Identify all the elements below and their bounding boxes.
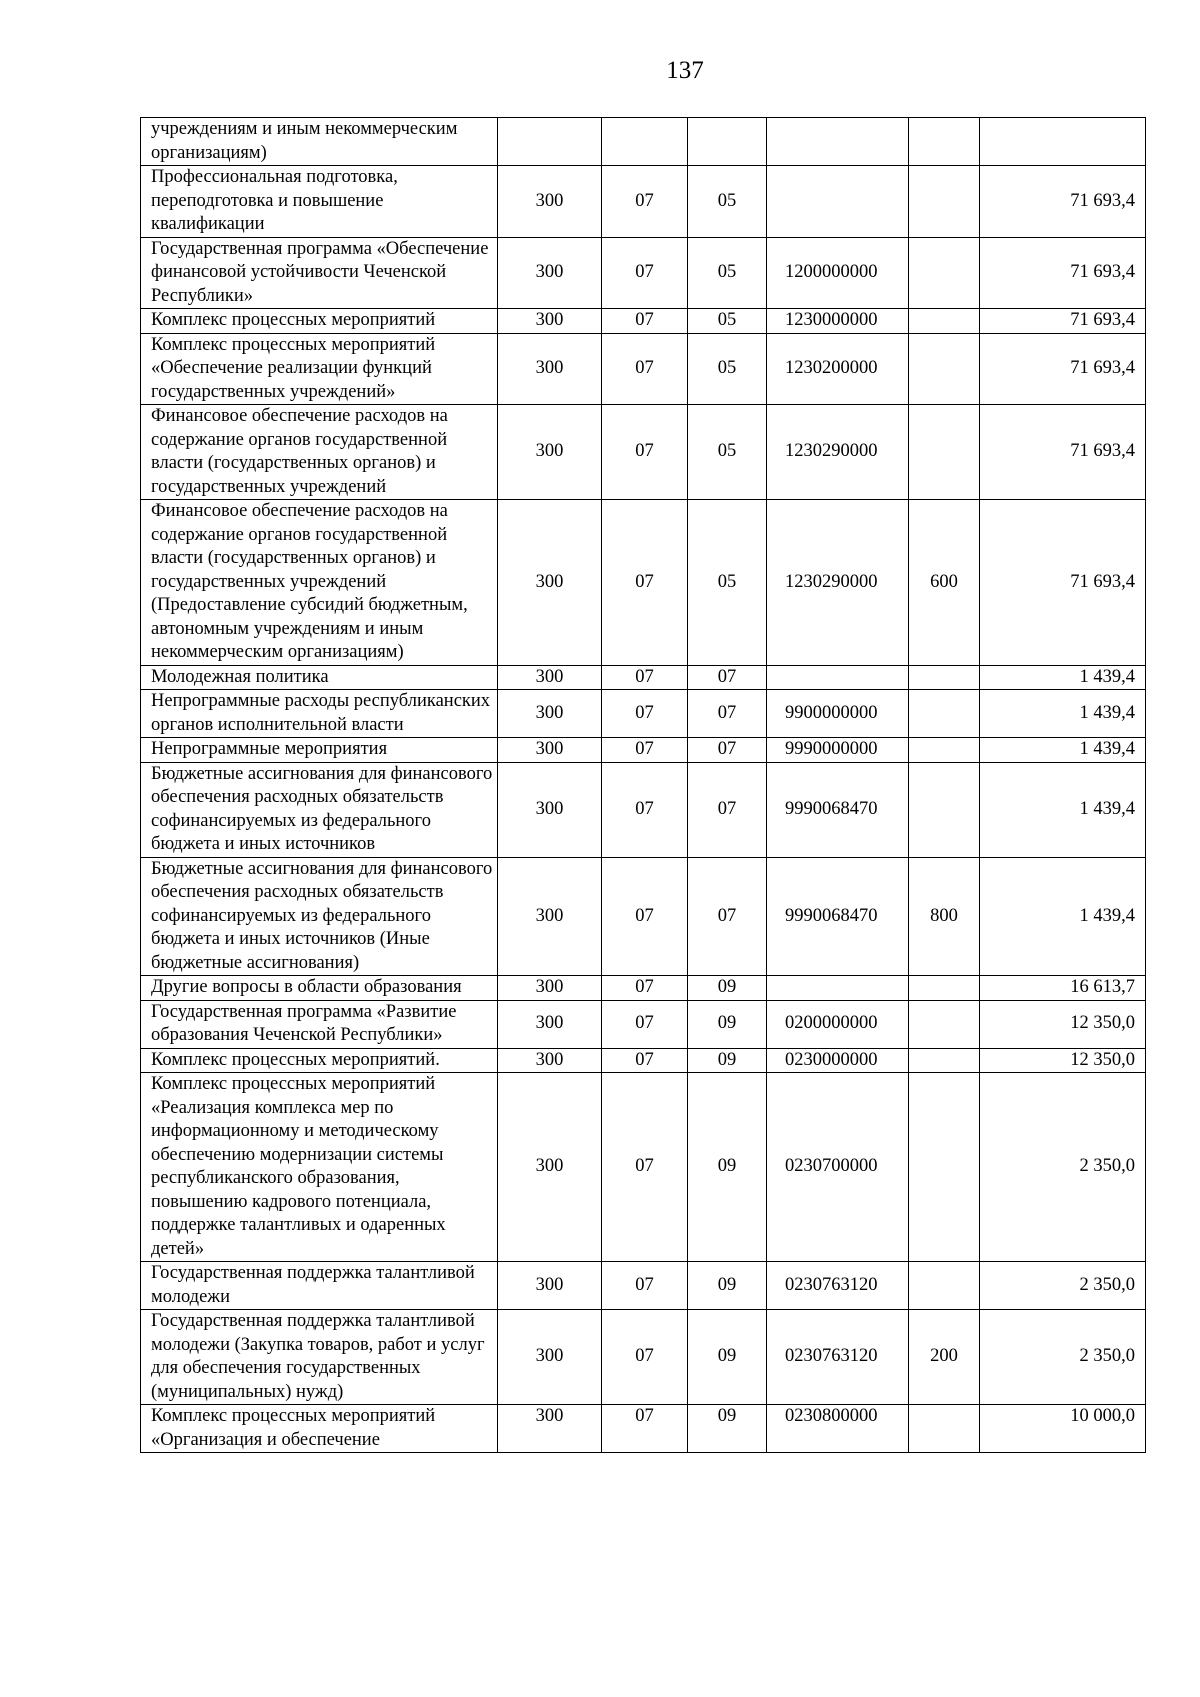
cell-csr xyxy=(767,665,909,690)
cell-sum: 12 350,0 xyxy=(980,1048,1146,1073)
cell-csr: 1230000000 xyxy=(767,309,909,334)
cell-sum: 71 693,4 xyxy=(980,405,1146,500)
table-row xyxy=(141,333,1146,405)
row-name: Государственная программа «Обеспечение финансовой устойчивости Чеченской Республики» xyxy=(141,237,498,309)
cell-sum: 16 613,7 xyxy=(980,976,1146,1001)
cell-sum: 71 693,4 xyxy=(980,500,1146,666)
table-row xyxy=(141,500,1146,666)
cell-ved: 300 xyxy=(498,237,602,309)
cell-csr xyxy=(767,118,909,166)
cell-sum xyxy=(980,118,1146,166)
cell-vr xyxy=(909,118,980,166)
cell-vr xyxy=(909,333,980,405)
cell-rz: 07 xyxy=(602,1073,688,1262)
cell-pr: 05 xyxy=(688,237,767,309)
cell-sum: 1 439,4 xyxy=(980,738,1146,763)
row-name: Комплекс процессных мероприятий «Реализация комплекса мер по информационному и методическому обеспечению модернизации системы республиканского образования, повышению кадрового потенциала, поддержке талантливых и одаренных детей» xyxy=(141,1073,498,1262)
cell-pr: 09 xyxy=(688,1310,767,1405)
cell-vr xyxy=(909,309,980,334)
cell-vr xyxy=(909,762,980,857)
cell-vr: 800 xyxy=(909,857,980,976)
cell-ved: 300 xyxy=(498,1073,602,1262)
cell-rz: 07 xyxy=(602,1000,688,1048)
cell-vr: 600 xyxy=(909,500,980,666)
cell-csr: 9990000000 xyxy=(767,738,909,763)
cell-rz: 07 xyxy=(602,309,688,334)
cell-rz: 07 xyxy=(602,166,688,238)
budget-table xyxy=(140,117,1146,1453)
cell-vr xyxy=(909,738,980,763)
cell-rz: 07 xyxy=(602,690,688,738)
cell-rz: 07 xyxy=(602,857,688,976)
table-row xyxy=(141,166,1146,238)
cell-rz: 07 xyxy=(602,1405,688,1453)
cell-rz: 07 xyxy=(602,976,688,1001)
cell-ved: 300 xyxy=(498,857,602,976)
cell-sum: 10 000,0 xyxy=(980,1405,1146,1453)
cell-sum: 71 693,4 xyxy=(980,166,1146,238)
cell-rz: 07 xyxy=(602,1048,688,1073)
cell-pr: 09 xyxy=(688,1405,767,1453)
table-row xyxy=(141,665,1146,690)
row-name: Комплекс процессных мероприятий. xyxy=(141,1048,498,1073)
cell-csr: 9990068470 xyxy=(767,762,909,857)
table-row xyxy=(141,976,1146,1001)
table-row xyxy=(141,237,1146,309)
cell-ved: 300 xyxy=(498,333,602,405)
cell-vr xyxy=(909,1073,980,1262)
cell-ved: 300 xyxy=(498,1262,602,1310)
cell-pr: 05 xyxy=(688,166,767,238)
cell-ved: 300 xyxy=(498,1000,602,1048)
table-row xyxy=(141,1048,1146,1073)
cell-ved: 300 xyxy=(498,166,602,238)
cell-vr xyxy=(909,237,980,309)
cell-pr: 05 xyxy=(688,333,767,405)
cell-csr: 0200000000 xyxy=(767,1000,909,1048)
row-name: Государственная поддержка талантливой молодежи (Закупка товаров, работ и услуг для обеспечения государственных (муниципальных) нужд) xyxy=(141,1310,498,1405)
cell-vr: 200 xyxy=(909,1310,980,1405)
cell-csr: 9990068470 xyxy=(767,857,909,976)
cell-rz: 07 xyxy=(602,738,688,763)
row-name: Финансовое обеспечение расходов на содержание органов государственной власти (государственных органов) и государственных учреждений xyxy=(141,405,498,500)
cell-rz: 07 xyxy=(602,762,688,857)
cell-rz: 07 xyxy=(602,665,688,690)
cell-csr: 0230763120 xyxy=(767,1310,909,1405)
row-name: Профессиональная подготовка, переподготовка и повышение квалификации xyxy=(141,166,498,238)
cell-pr: 07 xyxy=(688,738,767,763)
cell-pr: 07 xyxy=(688,665,767,690)
cell-csr xyxy=(767,976,909,1001)
table-row xyxy=(141,309,1146,334)
cell-rz: 07 xyxy=(602,1310,688,1405)
cell-pr: 05 xyxy=(688,405,767,500)
row-name: Молодежная политика xyxy=(141,665,498,690)
cell-ved: 300 xyxy=(498,1048,602,1073)
table-row xyxy=(141,1262,1146,1310)
cell-ved: 300 xyxy=(498,690,602,738)
cell-rz: 07 xyxy=(602,333,688,405)
cell-vr xyxy=(909,690,980,738)
row-name: Комплекс процессных мероприятий xyxy=(141,309,498,334)
row-name: Государственная поддержка талантливой молодежи xyxy=(141,1262,498,1310)
cell-sum: 71 693,4 xyxy=(980,237,1146,309)
table-row xyxy=(141,762,1146,857)
cell-rz: 07 xyxy=(602,237,688,309)
row-name: Непрограммные мероприятия xyxy=(141,738,498,763)
row-name: Непрограммные расходы республиканских органов исполнительной власти xyxy=(141,690,498,738)
page-number: 137 xyxy=(666,57,704,84)
cell-vr xyxy=(909,1048,980,1073)
cell-sum: 2 350,0 xyxy=(980,1262,1146,1310)
cell-ved: 300 xyxy=(498,500,602,666)
table-row xyxy=(141,405,1146,500)
row-name: Бюджетные ассигнования для финансового обеспечения расходных обязательств софинансируемых из федерального бюджета и иных источников (Иные бюджетные ассигнования) xyxy=(141,857,498,976)
table-row xyxy=(141,1310,1146,1405)
cell-pr: 05 xyxy=(688,309,767,334)
cell-vr xyxy=(909,405,980,500)
cell-ved: 300 xyxy=(498,309,602,334)
cell-sum: 12 350,0 xyxy=(980,1000,1146,1048)
cell-csr: 0230700000 xyxy=(767,1073,909,1262)
cell-ved: 300 xyxy=(498,405,602,500)
table-row xyxy=(141,118,1146,166)
cell-csr: 0230800000 xyxy=(767,1405,909,1453)
table-row xyxy=(141,690,1146,738)
cell-vr xyxy=(909,976,980,1001)
table-row xyxy=(141,738,1146,763)
cell-sum: 2 350,0 xyxy=(980,1073,1146,1262)
cell-rz: 07 xyxy=(602,405,688,500)
table-row xyxy=(141,1405,1146,1453)
cell-csr: 1200000000 xyxy=(767,237,909,309)
cell-ved xyxy=(498,118,602,166)
table-row xyxy=(141,1073,1146,1262)
cell-pr: 09 xyxy=(688,1073,767,1262)
cell-sum: 71 693,4 xyxy=(980,333,1146,405)
cell-sum: 71 693,4 xyxy=(980,309,1146,334)
cell-sum: 1 439,4 xyxy=(980,665,1146,690)
cell-rz xyxy=(602,118,688,166)
row-name: Бюджетные ассигнования для финансового обеспечения расходных обязательств софинансируемых из федерального бюджета и иных источников xyxy=(141,762,498,857)
row-name: Комплекс процессных мероприятий «Обеспечение реализации функций государственных учреждений» xyxy=(141,333,498,405)
cell-csr: 1230290000 xyxy=(767,405,909,500)
table-row xyxy=(141,1000,1146,1048)
cell-csr xyxy=(767,166,909,238)
cell-vr xyxy=(909,1000,980,1048)
cell-sum: 1 439,4 xyxy=(980,857,1146,976)
cell-csr: 1230200000 xyxy=(767,333,909,405)
row-name: учреждениям и иным некоммерческим организациям) xyxy=(141,118,498,166)
row-name: Другие вопросы в области образования xyxy=(141,976,498,1001)
cell-sum: 1 439,4 xyxy=(980,762,1146,857)
cell-csr: 0230000000 xyxy=(767,1048,909,1073)
cell-pr: 09 xyxy=(688,1048,767,1073)
cell-pr: 07 xyxy=(688,857,767,976)
cell-pr: 05 xyxy=(688,500,767,666)
cell-ved: 300 xyxy=(498,738,602,763)
cell-ved: 300 xyxy=(498,1310,602,1405)
cell-ved: 300 xyxy=(498,1405,602,1453)
cell-vr xyxy=(909,1262,980,1310)
row-name: Финансовое обеспечение расходов на содержание органов государственной власти (государственных органов) и государственных учреждений (Предоставление субсидий бюджетным, автономным учреждениям и иным некоммерческим организациям) xyxy=(141,500,498,666)
row-name: Комплекс процессных мероприятий «Организация и обеспечение xyxy=(141,1405,498,1453)
row-name: Государственная программа «Развитие образования Чеченской Республики» xyxy=(141,1000,498,1048)
cell-csr: 9900000000 xyxy=(767,690,909,738)
cell-vr xyxy=(909,1405,980,1453)
cell-pr: 07 xyxy=(688,690,767,738)
cell-csr: 1230290000 xyxy=(767,500,909,666)
cell-pr: 09 xyxy=(688,1262,767,1310)
cell-vr xyxy=(909,166,980,238)
cell-ved: 300 xyxy=(498,976,602,1001)
cell-pr: 09 xyxy=(688,1000,767,1048)
cell-rz: 07 xyxy=(602,500,688,666)
cell-rz: 07 xyxy=(602,1262,688,1310)
cell-vr xyxy=(909,665,980,690)
cell-sum: 2 350,0 xyxy=(980,1310,1146,1405)
cell-pr: 09 xyxy=(688,976,767,1001)
table-row xyxy=(141,857,1146,976)
cell-ved: 300 xyxy=(498,665,602,690)
cell-sum: 1 439,4 xyxy=(980,690,1146,738)
cell-ved: 300 xyxy=(498,762,602,857)
cell-pr: 07 xyxy=(688,762,767,857)
cell-pr xyxy=(688,118,767,166)
cell-csr: 0230763120 xyxy=(767,1262,909,1310)
